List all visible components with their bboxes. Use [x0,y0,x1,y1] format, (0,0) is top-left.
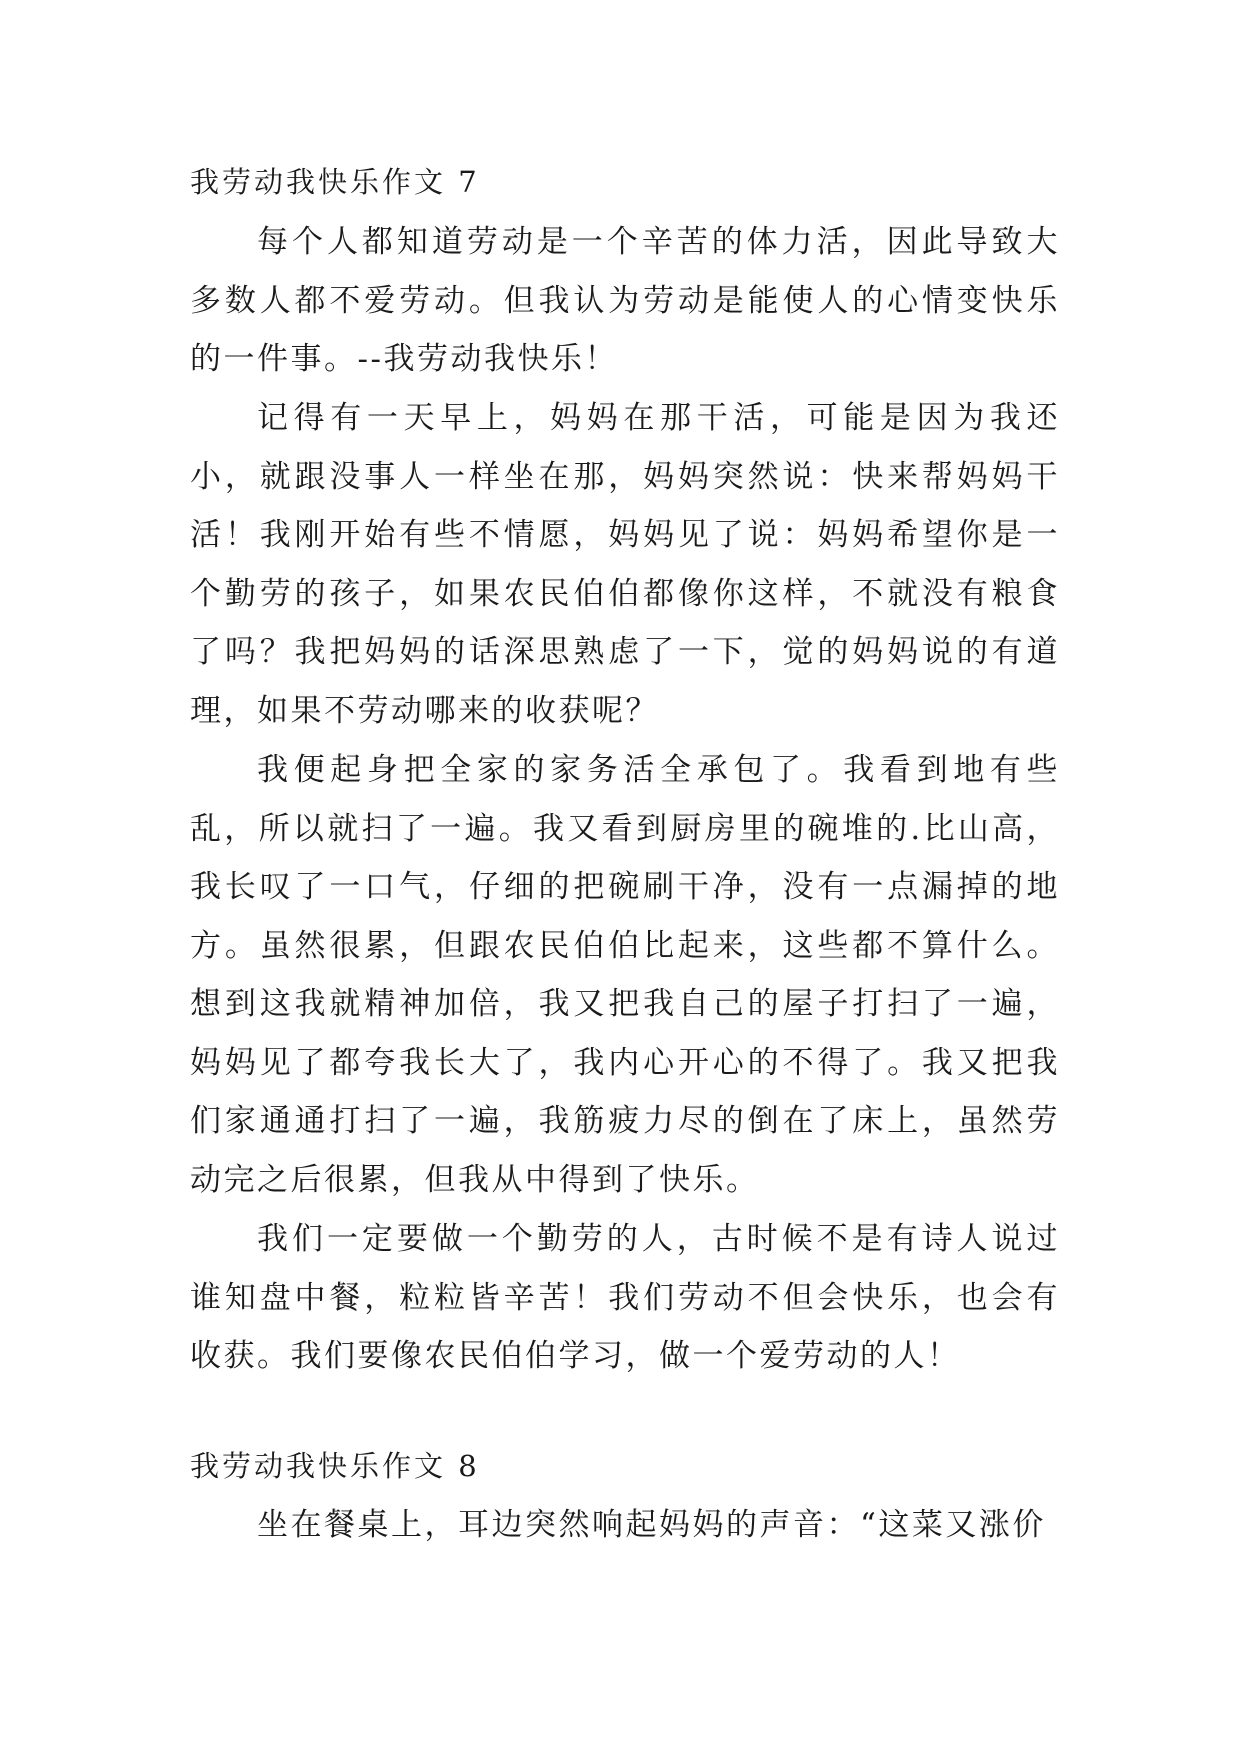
essay-7-paragraph-2: 记得有一天早上，妈妈在那干活，可能是因为我还小，就跟没事人一样坐在那，妈妈突然说：快来帮妈妈干活！我刚开始有些不情愿，妈妈见了说：妈妈希望你是一个勤劳的孩子，如果农民伯伯都像你这样，不就没有粮食了吗？我把妈妈的话深思熟虑了一下，觉的妈妈说的有道理，如果不劳动哪来的收获呢？ [190,400,1060,729]
essay-8-title: 我劳动我快乐作文 8 [190,1449,480,1483]
essay-8-paragraph-1: 坐在餐桌上，耳边突然响起妈妈的声音：“这菜又涨价 [257,1507,1046,1543]
essay-7-title: 我劳动我快乐作文 7 [190,165,480,199]
essay-7-paragraph-1: 每个人都知道劳动是一个辛苦的体力活，因此导致大多数人都不爱劳动。但我认为劳动是能使人的心情变快乐的一件事。--我劳动我快乐！ [190,224,1060,377]
essay-7-paragraph-3: 我便起身把全家的家务活全承包了。我看到地有些乱，所以就扫了一遍。我又看到厨房里的碗堆的.比山高，我长叹了一口气，仔细的把碗刷干净，没有一点漏掉的地方。虽然很累，但跟农民伯伯比起来，这些都不算什么。想到这我就精神加倍，我又把我自己的屋子打扫了一遍，妈妈见了都夸我长大了，我内心开心的不得了。我又把我们家通通打扫了一遍，我筋疲力尽的倒在了床上，虽然劳动完之后很累，但我从中得到了快乐。 [190,752,1060,1198]
essay-7-paragraph-4: 我们一定要做一个勤劳的人，古时候不是有诗人说过谁知盘中餐，粒粒皆辛苦！我们劳动不但会快乐，也会有收获。我们要像农民伯伯学习，做一个爱劳动的人！ [190,1221,1060,1374]
